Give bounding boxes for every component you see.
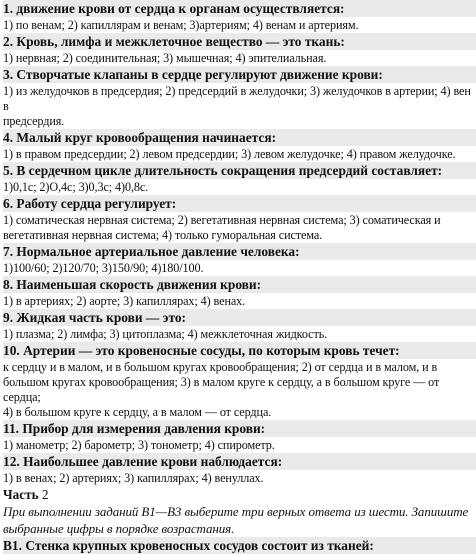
question-block (3, 309, 476, 342)
answer-options-line: к сердцу и в малом, и в большом кругах кровообращения; 2) от сердца и в малом, и в (3, 360, 438, 374)
part-heading (3, 486, 476, 503)
answer-options-line: 1) из желудочков в предсердия; 2) предсердий в желудочки; 3) желудочков в артерии; 4) вен в (3, 84, 471, 113)
instruction-line: выбранные цифры в порядке возрастания. (3, 521, 235, 536)
answer-options-line: 1)100/60; 2)120/70; 3)150/90; 4)180/100. (3, 261, 204, 275)
answer-options-line: 1) в артериях; 2) аорте; 3) капиллярах; 4) венах. (3, 294, 246, 308)
part-label: Часть (3, 487, 39, 502)
question-block (3, 162, 476, 195)
question-block (3, 276, 476, 309)
answer-options-line: 1)0,1с; 2)О,4с; 3)0,3с; 4)0,8с. (3, 180, 149, 194)
question-block (3, 342, 476, 420)
part-number: 2 (41, 487, 49, 502)
question-title: 10. Артерии — это кровеносные сосуды, по которым кровь течет: (3, 342, 476, 359)
answer-options-line: вегетативная нервная система; 4) только гуморальная система. (3, 228, 323, 242)
answer-options-line: 1) в венах; 2) артериях; 3) капиллярах; 4) венуллах. (3, 471, 264, 485)
instruction-line: При выполнении заданий В1—В3 выберите три верных ответа из шести. Запишите (3, 504, 469, 519)
question-block (3, 66, 476, 129)
question-title: 5. В сердечном цикле длительность сокращения предсердий составляет: (3, 162, 476, 179)
answer-options-line: 1) манометр; 2) барометр; 3) тонометр; 4) спирометр. (3, 438, 275, 452)
question-block (3, 243, 476, 276)
question-title: 1. движение крови от сердца к органам осуществляется: (3, 0, 476, 17)
question-block (3, 195, 476, 243)
answer-options-line: большом кругах кровообращения; 3) в малом круге к сердцу, а в большом круге — от сердца; (3, 375, 440, 404)
question-title: 6. Работу сердца регулирует: (3, 195, 476, 212)
answer-options-line: 1) нервная; 2) соединительная; 3) мышечная; 4) эпителиальная. (3, 51, 327, 65)
answer-options-line: предсердия. (3, 114, 65, 128)
question-title-b1: В1. Стенка крупных кровеносных сосудов состоит из тканей: (3, 537, 476, 554)
answer-options-line: 1) по венам; 2) капиллярам и венам; 3)артериям; 4) венам и артериям. (3, 18, 359, 32)
answer-options-line: 1) плазма; 2) лимфа; 3) цитоплазма; 4) межклеточная жидкость. (3, 327, 328, 341)
question-block (3, 0, 476, 33)
question-title: 4. Малый круг кровообращения начинается: (3, 129, 476, 146)
question-title: 2. Кровь, лимфа и межклеточное вещество — это ткань: (3, 33, 476, 50)
question-title: 11. Прибор для измерения давления крови: (3, 420, 476, 437)
question-title: 8. Наименьшая скорость движения крови: (3, 276, 476, 293)
question-block (3, 129, 476, 162)
answer-options-line: 4) в большом круге к сердцу, а в малом — от сердца. (3, 405, 272, 419)
question-title: 3. Створчатые клапаны в сердце регулируют движение крови: (3, 66, 476, 83)
answer-options-line: 1) в правом предсердии; 2) левом предсердии; 3) левом желудочке; 4) правом желудочке. (3, 147, 456, 161)
question-block (3, 33, 476, 66)
question-title: 9. Жидкая часть крови — это: (3, 309, 476, 326)
question-block (3, 453, 476, 486)
question-title: 12. Наибольшее давление крови наблюдается: (3, 453, 476, 470)
question-title: 7. Нормальное артериальное давление человека: (3, 243, 476, 260)
answer-options-line: 1) соматическая нервная система; 2) вегетативная нервная система; 3) соматическая и (3, 213, 441, 227)
question-block (3, 420, 476, 453)
